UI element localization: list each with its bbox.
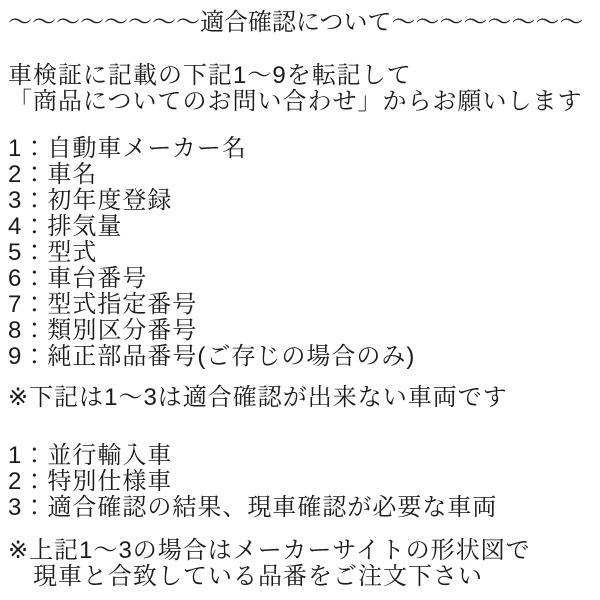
- notice-title: ～～～～～～～～適合確認について～～～～～～～～: [8, 9, 584, 36]
- excluded-item-parallel-import: 1：並行輸入車: [8, 442, 173, 469]
- footer-line-2: 現車と合致している品番をご注文下さい: [33, 563, 483, 590]
- list-item-model-code: 5：型式: [8, 239, 98, 266]
- list-item-class-no: 8：類別区分番号: [8, 317, 198, 344]
- list-item-first-reg: 3：初年度登録: [8, 187, 173, 214]
- excluded-item-special-edition: 2：特別仕様車: [8, 468, 173, 495]
- list-item-displacement: 4：排気量: [8, 213, 123, 240]
- intro-section: [8, 63, 598, 115]
- footer-note: [8, 538, 598, 590]
- excluded-vehicle-list: [8, 443, 598, 521]
- list-item-car-name: 2：車名: [8, 161, 98, 188]
- list-item-chassis-no: 6：車台番号: [8, 265, 148, 292]
- unverifiable-vehicles-note: ※下記は1～3は適合確認が出来ない車両です: [8, 384, 508, 411]
- vehicle-info-list: [8, 136, 598, 370]
- list-item-oem-part-no: 9：純正部品番号(ご存じの場合のみ): [8, 343, 416, 370]
- list-item-maker: 1：自動車メーカー名: [8, 135, 247, 162]
- intro-line-1: 車検証に記載の下記1～9を転記して: [8, 62, 412, 89]
- excluded-item-needs-inspection: 3：適合確認の結果、現車確認が必要な車両: [8, 494, 498, 521]
- intro-line-2: 「商品についてのお問い合わせ」からお願いします: [8, 88, 583, 115]
- list-item-type-desig-no: 7：型式指定番号: [8, 291, 198, 318]
- footer-line-1: ※上記1～3の場合はメーカーサイトの形状図で: [8, 537, 531, 564]
